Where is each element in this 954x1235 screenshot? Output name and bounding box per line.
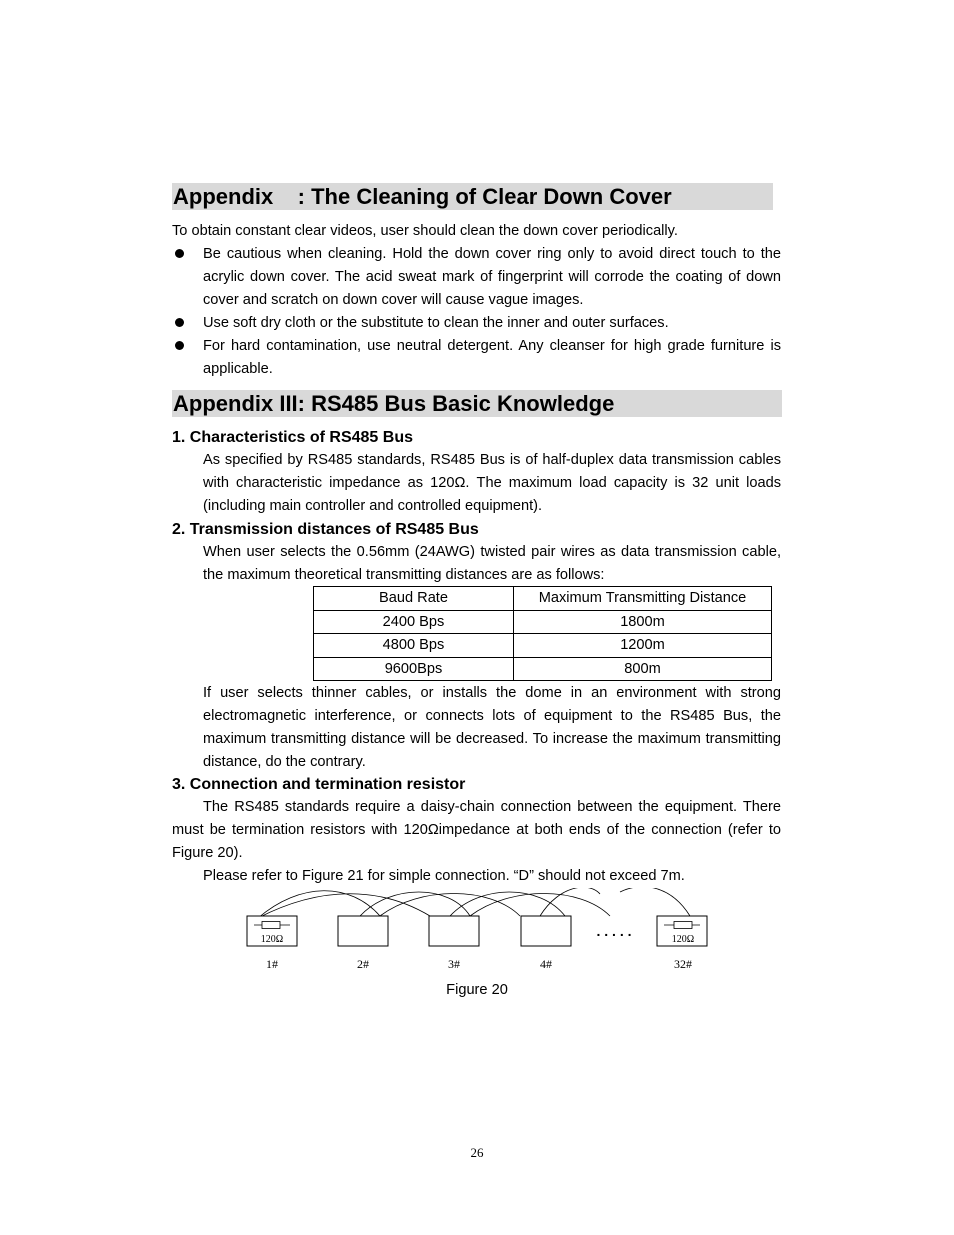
cleaning-bullet-2: Use soft dry cloth or the substitute to clean the inner and outer surfaces. xyxy=(203,315,669,331)
section-connection-heading: 3. Connection and termination resistor xyxy=(172,776,466,793)
section-distances-after: If user selects thinner cables, or installs the dome in an environment with strong electromagnetic interference, or connects lots of equipment to the RS485 Bus, the maximum transmitting distance will be decreased. To increase the maximum transmitting distance, do the contrary. xyxy=(203,685,781,770)
table-cell: 800m xyxy=(514,657,772,681)
resistor-label: 120Ω xyxy=(260,934,284,945)
table-cell: 2400 Bps xyxy=(314,610,514,634)
table-header-cell: Baud Rate xyxy=(314,587,514,611)
cleaning-bullet-1: Be cautious when cleaning. Hold the down cover ring only to avoid direct touch to the acrylic down cover. The acid sweat mark of fingerprint will corrode the coating of down cover and scratch on down cover will cause vague images. xyxy=(203,246,781,308)
device-box-4 xyxy=(521,916,571,946)
appendix-cleaning-title: Appendix : The Cleaning of Clear Down Cover xyxy=(172,183,773,210)
table-cell: 1200m xyxy=(514,634,772,658)
table-cell: 4800 Bps xyxy=(314,634,514,658)
figure-caption: Figure 20 xyxy=(446,982,508,998)
section-connection-body2: Please refer to Figure 21 for simple connection. “D” should not exceed 7m. xyxy=(203,868,685,884)
section-distances-heading: 2. Transmission distances of RS485 Bus xyxy=(172,521,479,538)
table-header-row xyxy=(314,587,772,611)
table-row xyxy=(314,610,772,634)
table-header-cell: Maximum Transmitting Distance xyxy=(514,587,772,611)
resistor-label: 120Ω xyxy=(671,934,695,945)
bullet-icon xyxy=(175,341,184,350)
cleaning-intro: To obtain constant clear videos, user should clean the down cover periodically. xyxy=(172,223,678,239)
bullet-icon xyxy=(175,249,184,258)
table-row xyxy=(314,657,772,681)
bullet-icon xyxy=(175,318,184,327)
continuation-ellipsis: . . . . . xyxy=(596,923,632,939)
cleaning-bullet-3: For hard contamination, use neutral detergent. Any cleanser for high grade furniture is applicable. xyxy=(203,338,781,377)
baud-rate-table xyxy=(313,586,772,681)
device-label: 1# xyxy=(266,957,278,971)
device-box-3 xyxy=(429,916,479,946)
section-connection-body1: The RS485 standards require a daisy-chain connection between the equipment. There must be termination resistors with 120Ωimpedance at both ends of the connection (refer to Figure 20). xyxy=(172,799,781,861)
table-cell: 9600Bps xyxy=(314,657,514,681)
section-characteristics-heading: 1. Characteristics of RS485 Bus xyxy=(172,429,413,446)
page-number: 26 xyxy=(470,1145,484,1160)
daisy-chain-diagram xyxy=(240,888,720,976)
table-cell: 1800m xyxy=(514,610,772,634)
device-label: 2# xyxy=(357,957,369,971)
section-characteristics-body: As specified by RS485 standards, RS485 Bus is of half-duplex data transmission cables with characteristic impedance as 120Ω. The maximum load capacity is 32 unit loads (including main controller and controlled equipment). xyxy=(203,452,781,514)
table-row xyxy=(314,634,772,658)
appendix-rs485-title: Appendix III: RS485 Bus Basic Knowledge xyxy=(172,390,782,417)
device-label: 3# xyxy=(448,957,460,971)
device-box-2 xyxy=(338,916,388,946)
device-label: 4# xyxy=(540,957,552,971)
section-distances-intro: When user selects the 0.56mm (24AWG) twisted pair wires as data transmission cable, the maximum theoretical transmitting distances are as follows: xyxy=(203,544,781,583)
device-label: 32# xyxy=(674,957,692,971)
